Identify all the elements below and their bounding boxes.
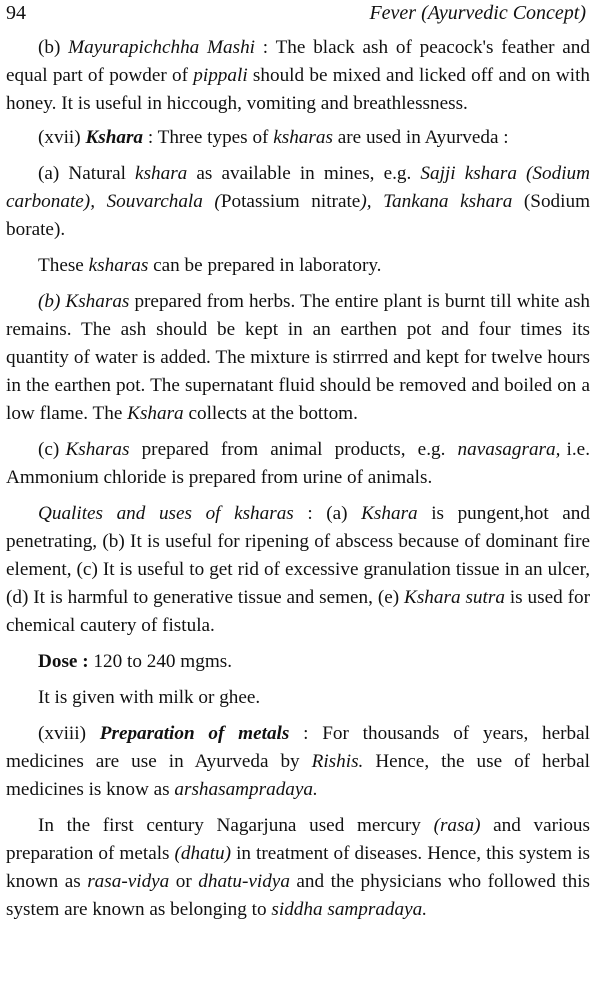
running-title: Fever (Ayurvedic Concept): [369, 2, 586, 24]
text-run: in treatment of diseases. Hence, this system is known as: [6, 843, 590, 892]
text-run: It is given with milk or ghee.: [38, 687, 261, 708]
term-italic: dhatu-vidya: [198, 871, 290, 892]
text-run: These: [38, 255, 89, 276]
term-italic: pippali: [193, 65, 248, 86]
text-run: are used in Ayurveda :: [332, 127, 509, 148]
paragraph-administration: [6, 684, 590, 712]
term-italic: Ksharas: [65, 439, 130, 460]
paragraph-mayurapichchha-mashi: [6, 34, 590, 118]
text-run: should be mixed and licked off and on with honey. It is useful in hiccough, vomiting and breathlessness.: [6, 65, 590, 114]
page-header: [6, 0, 590, 34]
text-run: (xviii): [38, 723, 100, 744]
text-run: Potassium nitrate: [220, 191, 361, 212]
text-run: In the first century Nagarjuna used mercury: [38, 815, 434, 836]
paragraph-herbal-ksharas: [6, 288, 590, 428]
text-run: 120 to 240 mgms.: [88, 651, 233, 672]
term-italic: rasa-vidya: [87, 871, 170, 892]
text-run: (b): [38, 37, 69, 58]
paragraph-animal-ksharas: [6, 436, 590, 492]
paragraph-natural-kshara: [6, 160, 590, 244]
term-italic: Kshara: [361, 503, 418, 524]
term-italic: ), Tankana kshara: [360, 191, 513, 212]
text-run: as available in mines, e.g.: [187, 163, 421, 184]
text-run: can be prepared in laboratory.: [148, 255, 382, 276]
page-body: [6, 34, 590, 924]
text-run: : (a): [293, 503, 362, 524]
term-italic: arshasampradaya.: [174, 779, 318, 800]
term-italic: Mayurapichchha Mashi: [68, 37, 256, 58]
text-run: prepared from herbs. The entire plant is burnt till white ash remains. The ash should be kept in an earthen pot and four times its quantity of water is added. The mixture is stirrred and kept for twelve hours in the earthen pot. The supernatant fluid should be removed and boiled on a low flame. The: [6, 291, 590, 424]
text-run: : Three types of: [143, 127, 274, 148]
term-italic: Kshara: [127, 403, 184, 424]
text-run: or: [169, 871, 199, 892]
text-run: collects at the bottom.: [183, 403, 358, 424]
term-italic: Sajji kshara: [420, 163, 517, 184]
term-italic: ksharas: [88, 255, 149, 276]
text-run: (xvii): [38, 127, 86, 148]
subheading-italic: Qualites and uses of ksharas: [38, 503, 294, 524]
term-italic: (dhatu): [174, 843, 232, 864]
paragraph-kshara-heading: [6, 124, 590, 152]
term-italic: Kshara sutra: [404, 587, 505, 608]
text-run: : The black ash of peacock's feather and equal part of powder of: [6, 37, 590, 86]
paragraph-nagarjuna: [6, 812, 590, 924]
term-italic: (Sodium carbonate),: [6, 163, 590, 212]
text-run: : For thousands of years, herbal medicines are use in Ayurveda by: [6, 723, 590, 772]
term-italic: ksharas: [273, 127, 333, 148]
dose-label: Dose :: [38, 651, 89, 672]
term-italic: (b) Ksharas: [38, 291, 130, 312]
term-italic: Souvarchala (: [106, 191, 221, 212]
text-run: i.e. Ammonium chloride is prepared from urine of animals.: [6, 439, 590, 488]
paragraph-preparation-of-metals: [6, 720, 590, 804]
text-run: is used for chemical cautery of fistula.: [6, 587, 590, 636]
text-run: and various preparation of metals: [6, 815, 590, 864]
text-run: (Sodium borate).: [6, 191, 590, 240]
paragraph-qualities-of-ksharas: [6, 500, 590, 640]
section-heading-metals: Preparation of metals: [99, 723, 290, 744]
text-run: (c): [38, 439, 66, 460]
term-italic: navasagrara,: [457, 439, 561, 460]
term-italic: siddha sampradaya.: [271, 899, 428, 920]
text-run: and the physicians who followed this system are known as belonging to: [6, 871, 591, 920]
text-run: prepared from animal products, e.g.: [129, 439, 458, 460]
text-run: Hence, the use of herbal medicines is know as: [6, 751, 590, 800]
term-italic: Rishis.: [311, 751, 364, 772]
section-heading-kshara: Kshara: [85, 127, 144, 148]
paragraph-laboratory: [6, 252, 590, 280]
term-italic: (rasa): [433, 815, 481, 836]
page-number: 94: [6, 2, 26, 24]
term-italic: kshara: [135, 163, 188, 184]
text-run: is pungent,hot and penetrating, (b) It is useful for ripening of abscess because of dominant fire element, (c) It is useful to get rid of excessive granulation tissue in an ulcer, (d) It is harmful to generative tissue and semen, (e): [6, 503, 590, 608]
text-run: (a) Natural: [38, 163, 136, 184]
paragraph-dose: [6, 648, 590, 676]
